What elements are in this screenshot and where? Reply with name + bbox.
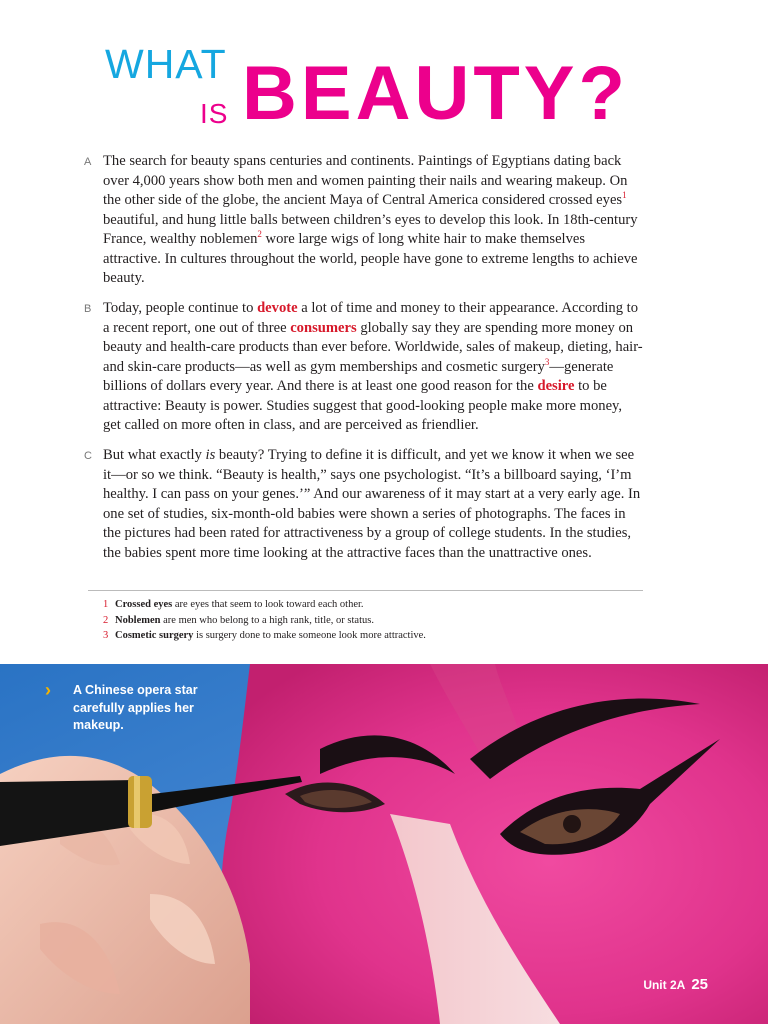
paragraph-letter: B xyxy=(84,303,92,315)
text-run: beautiful, and hung little balls between children’s eyes to develop this look. In 18th-century France, wealthy noblemen xyxy=(103,211,638,247)
footnote-number: 3 xyxy=(103,630,109,641)
text-run: The search for beauty spans centuries and continents. Paintings of Egyptians dating back over 4,000 years show both men and women painting their nails and wearing makeup. On the other side of the globe, the ancient Maya of Central America considered crossed eyes xyxy=(103,153,628,208)
title-beauty: BEAUTY? xyxy=(242,51,629,136)
footnote-marker: 1 xyxy=(622,190,627,201)
text-run: But what exactly xyxy=(103,447,206,463)
text-run: a lot of time and money to their appearance. According to a recent report, one out of three xyxy=(103,300,638,336)
footnote-term: Noblemen xyxy=(115,614,161,626)
paragraph-letter: C xyxy=(84,450,92,462)
title-is: IS xyxy=(200,98,229,129)
text-run: to be attractive: Beauty is power. Studies suggest that good-looking people make more money, get called on more often in class, and are perceived as friendlier. xyxy=(103,378,623,433)
paragraph-text xyxy=(103,152,643,289)
paragraph-text xyxy=(103,446,643,563)
footnote-item xyxy=(103,628,648,644)
paragraph-b xyxy=(84,299,643,436)
footnote-term: Crossed eyes xyxy=(115,599,173,610)
unit-label: Unit 2A xyxy=(643,978,686,992)
footnote-marker: 3 xyxy=(544,356,550,367)
paragraph-letter: A xyxy=(84,156,92,168)
text-run: beauty? Trying to define it is difficult, and yet we know it when we see it—or so we think. “Beauty is health,” says one psychologist. “It’s a billboard saying, ‘I’m healthy. I can pass on your genes.’” And our awareness of it may start at a very early age. In one set of studies, six-month-old babies were shown a series of photographs. The faces in the pictures had been rated for attractiveness by a group of college students. In the studies, the babies spent more time looking at the attractive faces than the unattractive ones. xyxy=(103,447,641,561)
text-run: globally say they are spending more money on beauty and health-care products than ever before. Worldwide, sales of makeup, dieting, hair- and skin-care products—as well as gym memberships and cosmetic surgery xyxy=(103,319,643,375)
footnotes xyxy=(103,597,648,644)
footnote-number: 2 xyxy=(103,614,109,626)
vocab-word: desire xyxy=(537,378,575,394)
emphasis: is xyxy=(205,447,216,463)
title-what: WHAT xyxy=(105,41,227,87)
vocab-word: devote xyxy=(257,300,298,316)
text-run: wore large wigs of long white hair to make themselves attractive. In cultures throughout the world, people have gone to extreme lengths to achieve beauty. xyxy=(103,231,638,286)
footnote-number: 1 xyxy=(103,599,109,610)
footnote-marker: 2 xyxy=(257,229,262,240)
footnote-item xyxy=(103,597,648,613)
text-run: Today, people continue to xyxy=(103,300,258,316)
footnote-text: are men who belong to a high rank, title, or status. xyxy=(160,614,374,626)
paragraph-a xyxy=(84,152,643,289)
page-number: 25 xyxy=(691,976,708,993)
footnote-item xyxy=(103,613,648,629)
vocab-word: consumers xyxy=(290,319,357,336)
paragraph-text xyxy=(103,299,643,436)
photo-caption: A Chinese opera star carefully applies her makeup. xyxy=(73,683,198,732)
footnote-text: are eyes that seem to look toward each other. xyxy=(172,599,364,610)
paragraph-c xyxy=(84,446,643,563)
page-footer xyxy=(643,976,708,994)
text-run: —generate billions of dollars every year. And there is at least one good reason for the xyxy=(103,358,614,394)
footnote-text: is surgery done to make someone look more attractive. xyxy=(193,630,426,641)
footnote-term: Cosmetic surgery xyxy=(115,630,194,641)
caption-chevron-icon: › xyxy=(45,680,51,700)
footnote-divider xyxy=(88,590,643,591)
